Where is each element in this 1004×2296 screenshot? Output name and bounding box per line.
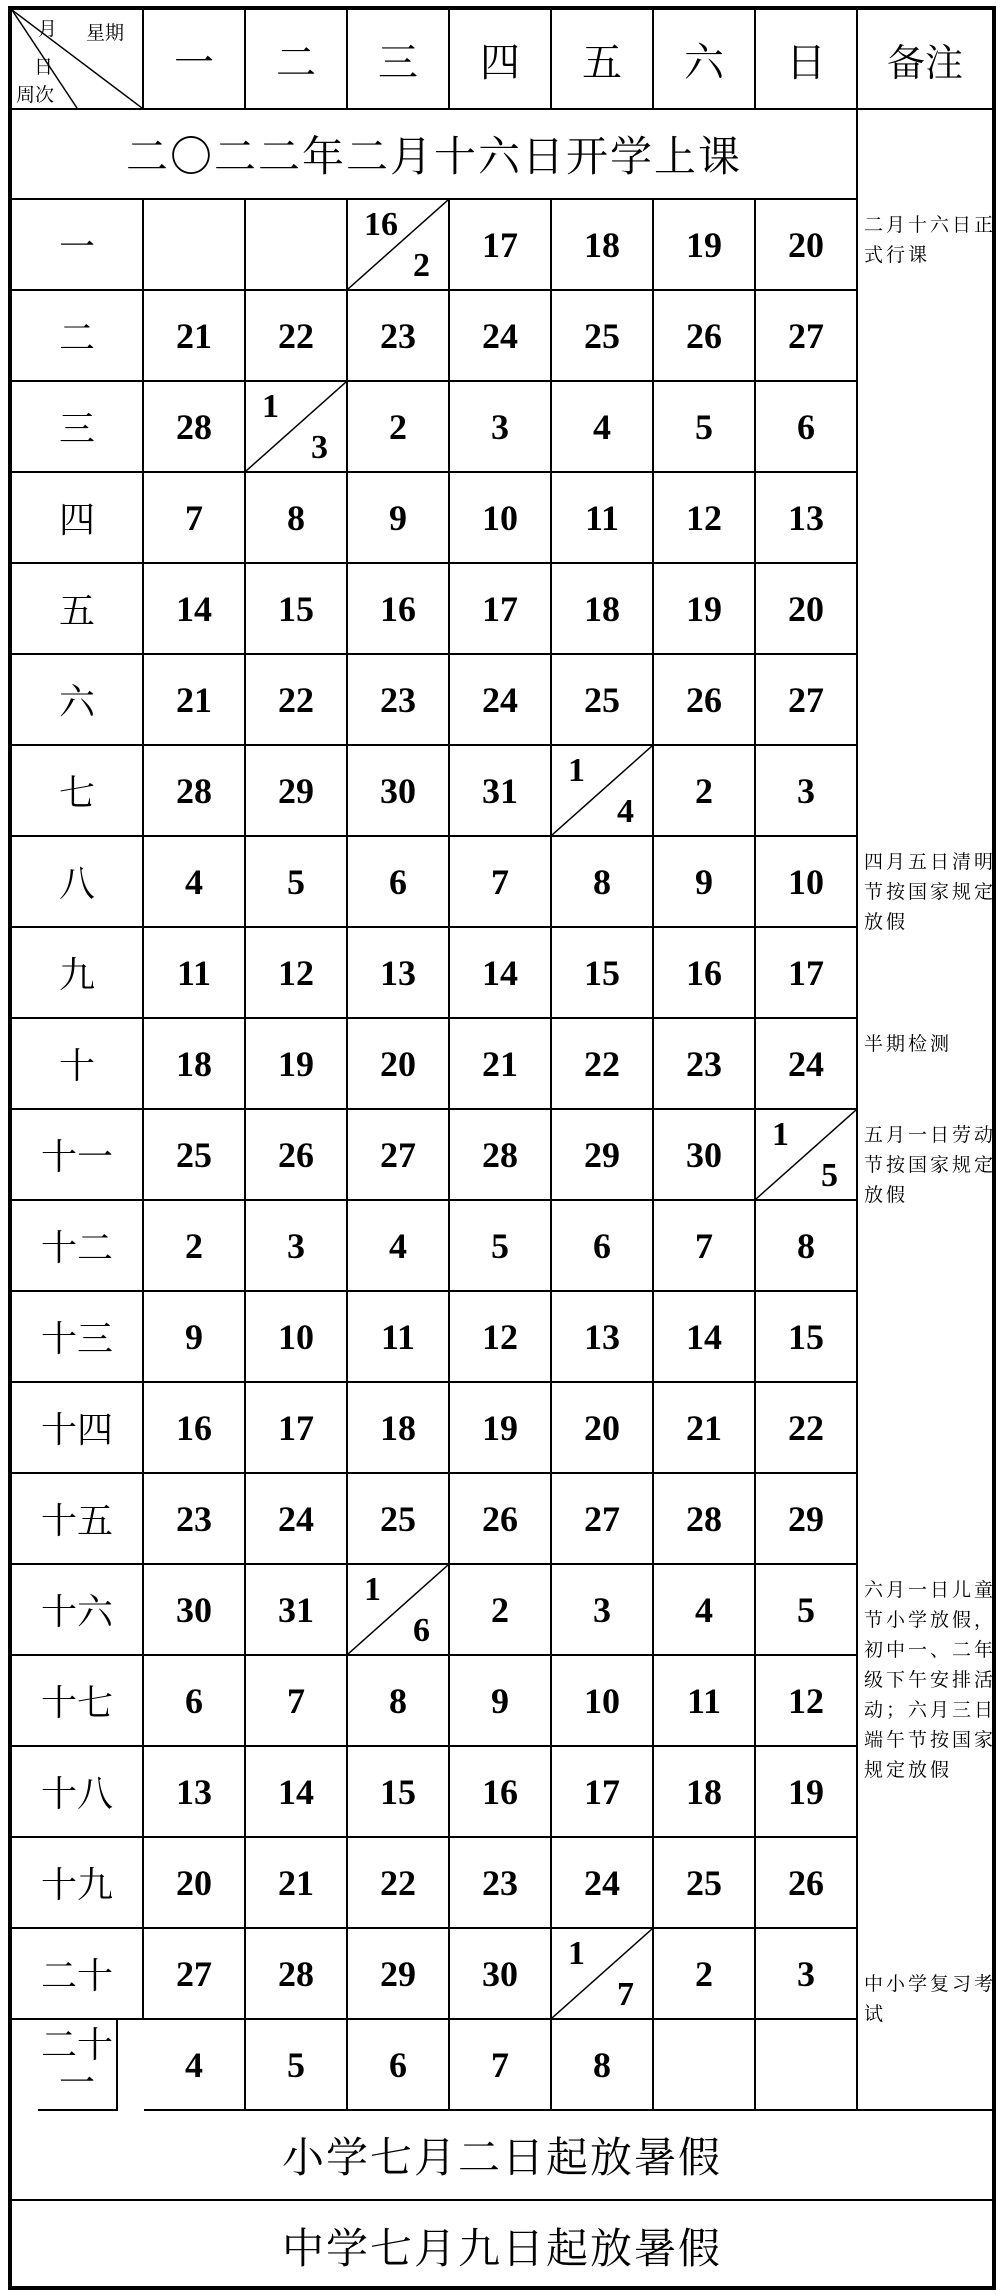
date-cell: 16	[654, 928, 756, 1019]
day-header-6: 六	[654, 10, 756, 110]
week-label: 十三	[12, 1292, 144, 1383]
date-cell: 11	[654, 1656, 756, 1747]
date-cell: 18	[654, 1747, 756, 1838]
date-cell: 22	[348, 1838, 450, 1929]
date-cell: 4	[144, 837, 246, 928]
date-cell: 8	[348, 1656, 450, 1747]
date-cell: 15	[552, 928, 654, 1019]
date-cell: 19	[246, 1019, 348, 1110]
date-cell: 28	[144, 382, 246, 473]
date-cell: 4	[552, 382, 654, 473]
month-start-cell	[552, 1929, 654, 2020]
date-cell	[654, 2020, 756, 2111]
date-cell: 26	[246, 1110, 348, 1201]
month-split	[348, 200, 448, 289]
footer-vacation-secondary: 中学七月九日起放暑假	[281, 2224, 722, 2273]
month-split	[552, 746, 652, 835]
date-cell: 12	[450, 1292, 552, 1383]
remark-note: 六月一日儿童节小学放假，初中一、二年级下午安排活动；六月三日端午节按国家规定放假	[864, 1579, 997, 1781]
date-cell: 29	[246, 746, 348, 837]
date-cell: 11	[348, 1292, 450, 1383]
footer-vacation-primary: 小学七月二日起放暑假	[12, 2111, 992, 2201]
date-cell: 24	[246, 1474, 348, 1565]
date-cell: 23	[348, 655, 450, 746]
date-cell: 28	[246, 1929, 348, 2020]
date-cell: 30	[144, 1565, 246, 1656]
month-start-cell	[552, 746, 654, 837]
date-cell: 19	[450, 1383, 552, 1474]
date-cell: 20	[756, 564, 858, 655]
date-cell: 9	[654, 837, 756, 928]
day-header-5: 五	[552, 10, 654, 110]
date-cell: 20	[144, 1838, 246, 1929]
day-header-3: 三	[348, 10, 450, 110]
week-label: 十九	[12, 1838, 144, 1929]
new-month-number: 2	[413, 247, 430, 284]
date-cell: 13	[756, 473, 858, 564]
date-cell: 19	[756, 1747, 858, 1838]
date-cell: 3	[450, 382, 552, 473]
corner-month-label: 月	[38, 18, 58, 40]
date-cell: 27	[756, 291, 858, 382]
remark-note: 中小学复习考试	[864, 1973, 997, 2025]
date-cell: 6	[348, 2020, 450, 2111]
date-cell: 11	[144, 928, 246, 1019]
date-cell: 17	[246, 1383, 348, 1474]
date-cell: 5	[756, 1565, 858, 1656]
date-cell: 6	[552, 1201, 654, 1292]
date-cell: 22	[246, 655, 348, 746]
week-label: 六	[12, 655, 144, 746]
week-label: 十六	[12, 1565, 144, 1656]
date-cell: 22	[552, 1019, 654, 1110]
date-cell: 25	[144, 1110, 246, 1201]
date-cell: 19	[654, 200, 756, 291]
date-cell: 16	[450, 1747, 552, 1838]
date-cell: 14	[246, 1747, 348, 1838]
date-cell: 14	[654, 1292, 756, 1383]
date-cell: 26	[654, 655, 756, 746]
date-cell: 9	[348, 473, 450, 564]
date-cell: 24	[450, 291, 552, 382]
date-cell: 23	[450, 1838, 552, 1929]
date-cell: 5	[450, 1201, 552, 1292]
week-label: 一	[12, 200, 144, 291]
new-month-number: 5	[821, 1157, 838, 1194]
date-cell: 21	[144, 291, 246, 382]
date-cell: 18	[552, 564, 654, 655]
month-split	[348, 1565, 448, 1654]
week-label: 十一	[12, 1110, 144, 1201]
month-start-cell	[246, 382, 348, 473]
week-label: 十	[12, 1019, 144, 1110]
week-label: 二十一	[38, 2020, 118, 2111]
date-cell: 26	[654, 291, 756, 382]
day-header-7: 日	[756, 10, 858, 110]
date-cell: 8	[246, 473, 348, 564]
date-cell: 5	[246, 837, 348, 928]
month-start-cell	[756, 1110, 858, 1201]
date-cell: 27	[144, 1929, 246, 2020]
school-calendar-table	[8, 6, 996, 2290]
date-cell: 3	[246, 1201, 348, 1292]
date-cell: 4	[144, 2020, 246, 2111]
date-cell: 12	[246, 928, 348, 1019]
date-cell: 27	[552, 1474, 654, 1565]
date-cell: 18	[348, 1383, 450, 1474]
date-cell: 6	[144, 1656, 246, 1747]
date-cell: 30	[348, 746, 450, 837]
corner-week-label: 周次	[16, 84, 55, 106]
previous-month-day: 1	[568, 1935, 585, 1972]
remarks-header: 备注	[858, 10, 992, 110]
week-label: 三	[12, 382, 144, 473]
day-header-4: 四	[450, 10, 552, 110]
start-banner: 二〇二二年二月十六日开学上课	[12, 110, 858, 200]
date-cell: 12	[654, 473, 756, 564]
previous-month-day: 1	[364, 1571, 381, 1608]
date-cell: 23	[654, 1019, 756, 1110]
date-cell: 13	[552, 1292, 654, 1383]
date-cell: 25	[552, 655, 654, 746]
week-label: 八	[12, 837, 144, 928]
month-split	[756, 1110, 856, 1199]
date-cell: 14	[144, 564, 246, 655]
corner-day-label: 日	[34, 56, 54, 78]
date-cell: 17	[450, 200, 552, 291]
week-label: 十八	[12, 1747, 144, 1838]
date-cell: 21	[144, 655, 246, 746]
date-cell: 13	[348, 928, 450, 1019]
date-cell: 14	[450, 928, 552, 1019]
date-cell: 9	[450, 1656, 552, 1747]
date-cell: 24	[450, 655, 552, 746]
date-cell	[756, 2020, 858, 2111]
date-cell: 16	[144, 1383, 246, 1474]
date-cell: 7	[450, 837, 552, 928]
day-header-2: 二	[246, 10, 348, 110]
date-cell: 28	[654, 1474, 756, 1565]
date-cell: 19	[654, 564, 756, 655]
date-cell	[246, 200, 348, 291]
date-cell: 26	[756, 1838, 858, 1929]
date-cell: 24	[552, 1838, 654, 1929]
date-cell: 25	[654, 1838, 756, 1929]
remark-note: 四月五日清明节按国家规定放假	[864, 851, 997, 933]
day-header-1: 一	[144, 10, 246, 110]
date-cell: 22	[756, 1383, 858, 1474]
remarks-column	[858, 110, 997, 2111]
date-cell: 31	[450, 746, 552, 837]
corner-weekday-label: 星期	[86, 22, 125, 44]
date-cell: 4	[348, 1201, 450, 1292]
date-cell: 22	[246, 291, 348, 382]
date-cell: 7	[144, 473, 246, 564]
new-month-number: 6	[413, 1612, 430, 1649]
remark-note: 半期检测	[864, 1033, 953, 1055]
date-cell: 15	[246, 564, 348, 655]
header-corner-cell	[12, 10, 144, 110]
date-cell: 5	[654, 382, 756, 473]
date-cell: 29	[348, 1929, 450, 2020]
date-cell: 29	[552, 1110, 654, 1201]
date-cell: 6	[756, 382, 858, 473]
remark-note: 五月一日劳动节按国家规定放假	[864, 1124, 997, 1206]
date-cell: 3	[552, 1565, 654, 1656]
date-cell: 12	[756, 1656, 858, 1747]
date-cell	[144, 200, 246, 291]
previous-month-day: 1	[568, 752, 585, 789]
new-month-number: 7	[617, 1976, 634, 2013]
date-cell: 20	[348, 1019, 450, 1110]
date-cell: 6	[348, 837, 450, 928]
date-cell: 13	[144, 1747, 246, 1838]
date-cell: 8	[552, 837, 654, 928]
date-cell: 10	[552, 1656, 654, 1747]
remark-note: 二月十六日正式行课	[864, 214, 997, 266]
date-cell: 11	[552, 473, 654, 564]
previous-month-day: 1	[262, 388, 279, 425]
date-cell: 27	[756, 655, 858, 746]
date-cell: 8	[756, 1201, 858, 1292]
date-cell: 23	[144, 1474, 246, 1565]
date-cell: 16	[348, 564, 450, 655]
week-label: 二	[12, 291, 144, 382]
month-start-cell	[348, 1565, 450, 1656]
date-cell: 8	[552, 2020, 654, 2111]
calendar-grid	[12, 10, 997, 2286]
date-cell: 31	[246, 1565, 348, 1656]
date-cell: 2	[654, 1929, 756, 2020]
date-cell: 23	[348, 291, 450, 382]
date-cell: 2	[450, 1565, 552, 1656]
date-cell: 3	[756, 1929, 858, 2020]
date-cell: 17	[552, 1747, 654, 1838]
date-cell: 21	[246, 1838, 348, 1929]
date-cell: 7	[450, 2020, 552, 2111]
date-cell: 20	[552, 1383, 654, 1474]
previous-month-day: 16	[364, 206, 398, 243]
date-cell: 17	[450, 564, 552, 655]
month-split	[246, 382, 346, 471]
date-cell: 28	[144, 746, 246, 837]
week-label: 二十	[12, 1929, 144, 2020]
date-cell: 10	[246, 1292, 348, 1383]
date-cell: 25	[348, 1474, 450, 1565]
week-label: 十四	[12, 1383, 144, 1474]
week-label: 四	[12, 473, 144, 564]
date-cell: 5	[246, 2020, 348, 2111]
previous-month-day: 1	[772, 1116, 789, 1153]
date-cell: 15	[348, 1747, 450, 1838]
date-cell: 2	[654, 746, 756, 837]
date-cell: 21	[450, 1019, 552, 1110]
new-month-number: 4	[617, 793, 634, 830]
date-cell: 20	[756, 200, 858, 291]
date-cell: 15	[756, 1292, 858, 1383]
date-cell: 4	[654, 1565, 756, 1656]
date-cell: 7	[246, 1656, 348, 1747]
month-start-cell	[348, 200, 450, 291]
date-cell: 18	[552, 200, 654, 291]
date-cell: 30	[654, 1110, 756, 1201]
date-cell: 2	[144, 1201, 246, 1292]
date-cell: 26	[450, 1474, 552, 1565]
date-cell: 29	[756, 1474, 858, 1565]
week-label: 十七	[12, 1656, 144, 1747]
month-split	[552, 1929, 652, 2018]
week-label: 五	[12, 564, 144, 655]
date-cell: 17	[756, 928, 858, 1019]
date-cell: 10	[756, 837, 858, 928]
date-cell: 27	[348, 1110, 450, 1201]
week-label: 七	[12, 746, 144, 837]
date-cell: 10	[450, 473, 552, 564]
week-label: 十二	[12, 1201, 144, 1292]
date-cell: 24	[756, 1019, 858, 1110]
date-cell: 21	[654, 1383, 756, 1474]
date-cell: 30	[450, 1929, 552, 2020]
week-label: 十五	[12, 1474, 144, 1565]
date-cell: 28	[450, 1110, 552, 1201]
date-cell: 7	[654, 1201, 756, 1292]
date-cell: 2	[348, 382, 450, 473]
date-cell: 18	[144, 1019, 246, 1110]
new-month-number: 3	[311, 429, 328, 466]
date-cell: 3	[756, 746, 858, 837]
date-cell: 9	[144, 1292, 246, 1383]
week-label: 九	[12, 928, 144, 1019]
date-cell: 25	[552, 291, 654, 382]
